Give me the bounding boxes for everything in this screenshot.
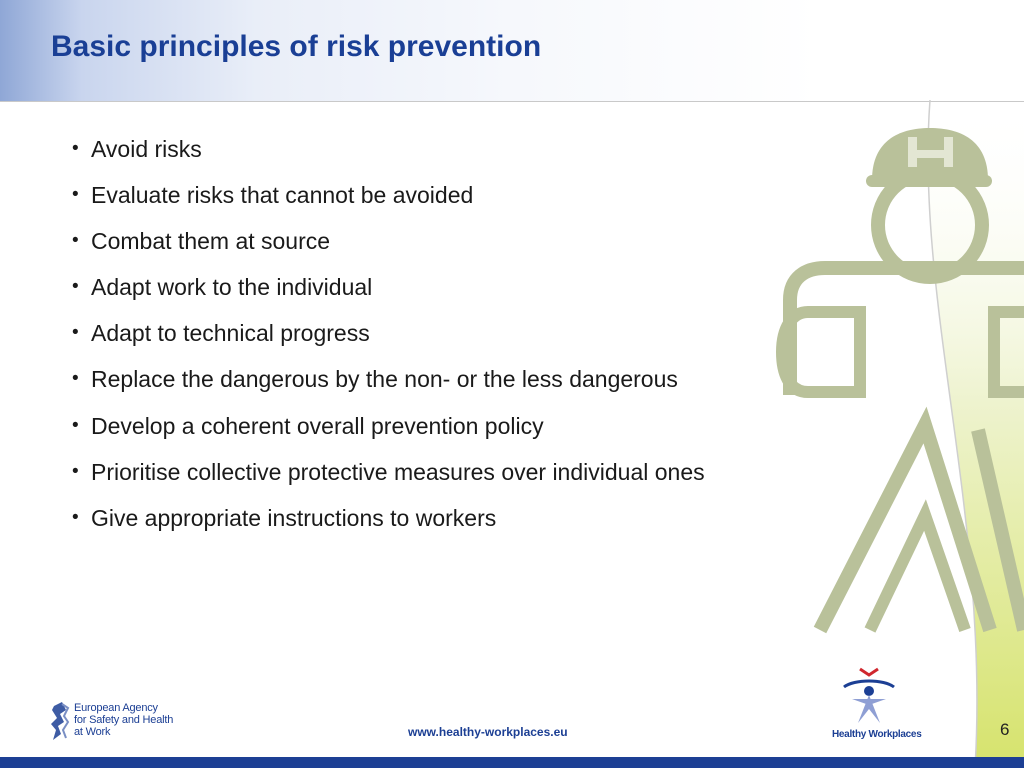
- agency-line: for Safety and Health: [74, 714, 174, 726]
- campaign-label: Healthy Workplaces: [832, 729, 922, 740]
- list-item: • Adapt to technical progress: [72, 318, 705, 364]
- figure-legs-inner: [870, 515, 965, 630]
- list-item: • Combat them at source: [72, 226, 705, 272]
- bullet-list: [72, 134, 705, 549]
- list-item: • Adapt work to the individual: [72, 272, 705, 318]
- agency-line: European Agency: [74, 702, 158, 714]
- list-item: • Avoid risks: [72, 134, 705, 180]
- footer-bar: [0, 757, 1024, 768]
- list-item: • Replace the dangerous by the non- or the less dangerous: [72, 364, 705, 410]
- agency-line: at Work: [74, 726, 111, 738]
- campaign-url-link[interactable]: www.healthy-workplaces.eu: [408, 725, 568, 739]
- list-item: • Evaluate risks that cannot be avoided: [72, 180, 705, 226]
- slide-title: Basic principles of risk prevention: [51, 30, 542, 63]
- healthy-workplaces-logo-icon: [838, 665, 900, 727]
- list-item: • Prioritise collective protective measures over individual ones: [72, 457, 705, 503]
- list-item: • Give appropriate instructions to workers: [72, 503, 705, 549]
- agency-name: [74, 702, 173, 738]
- list-item: • Develop a coherent overall prevention policy: [72, 411, 705, 457]
- page-number: 6: [1000, 720, 1010, 739]
